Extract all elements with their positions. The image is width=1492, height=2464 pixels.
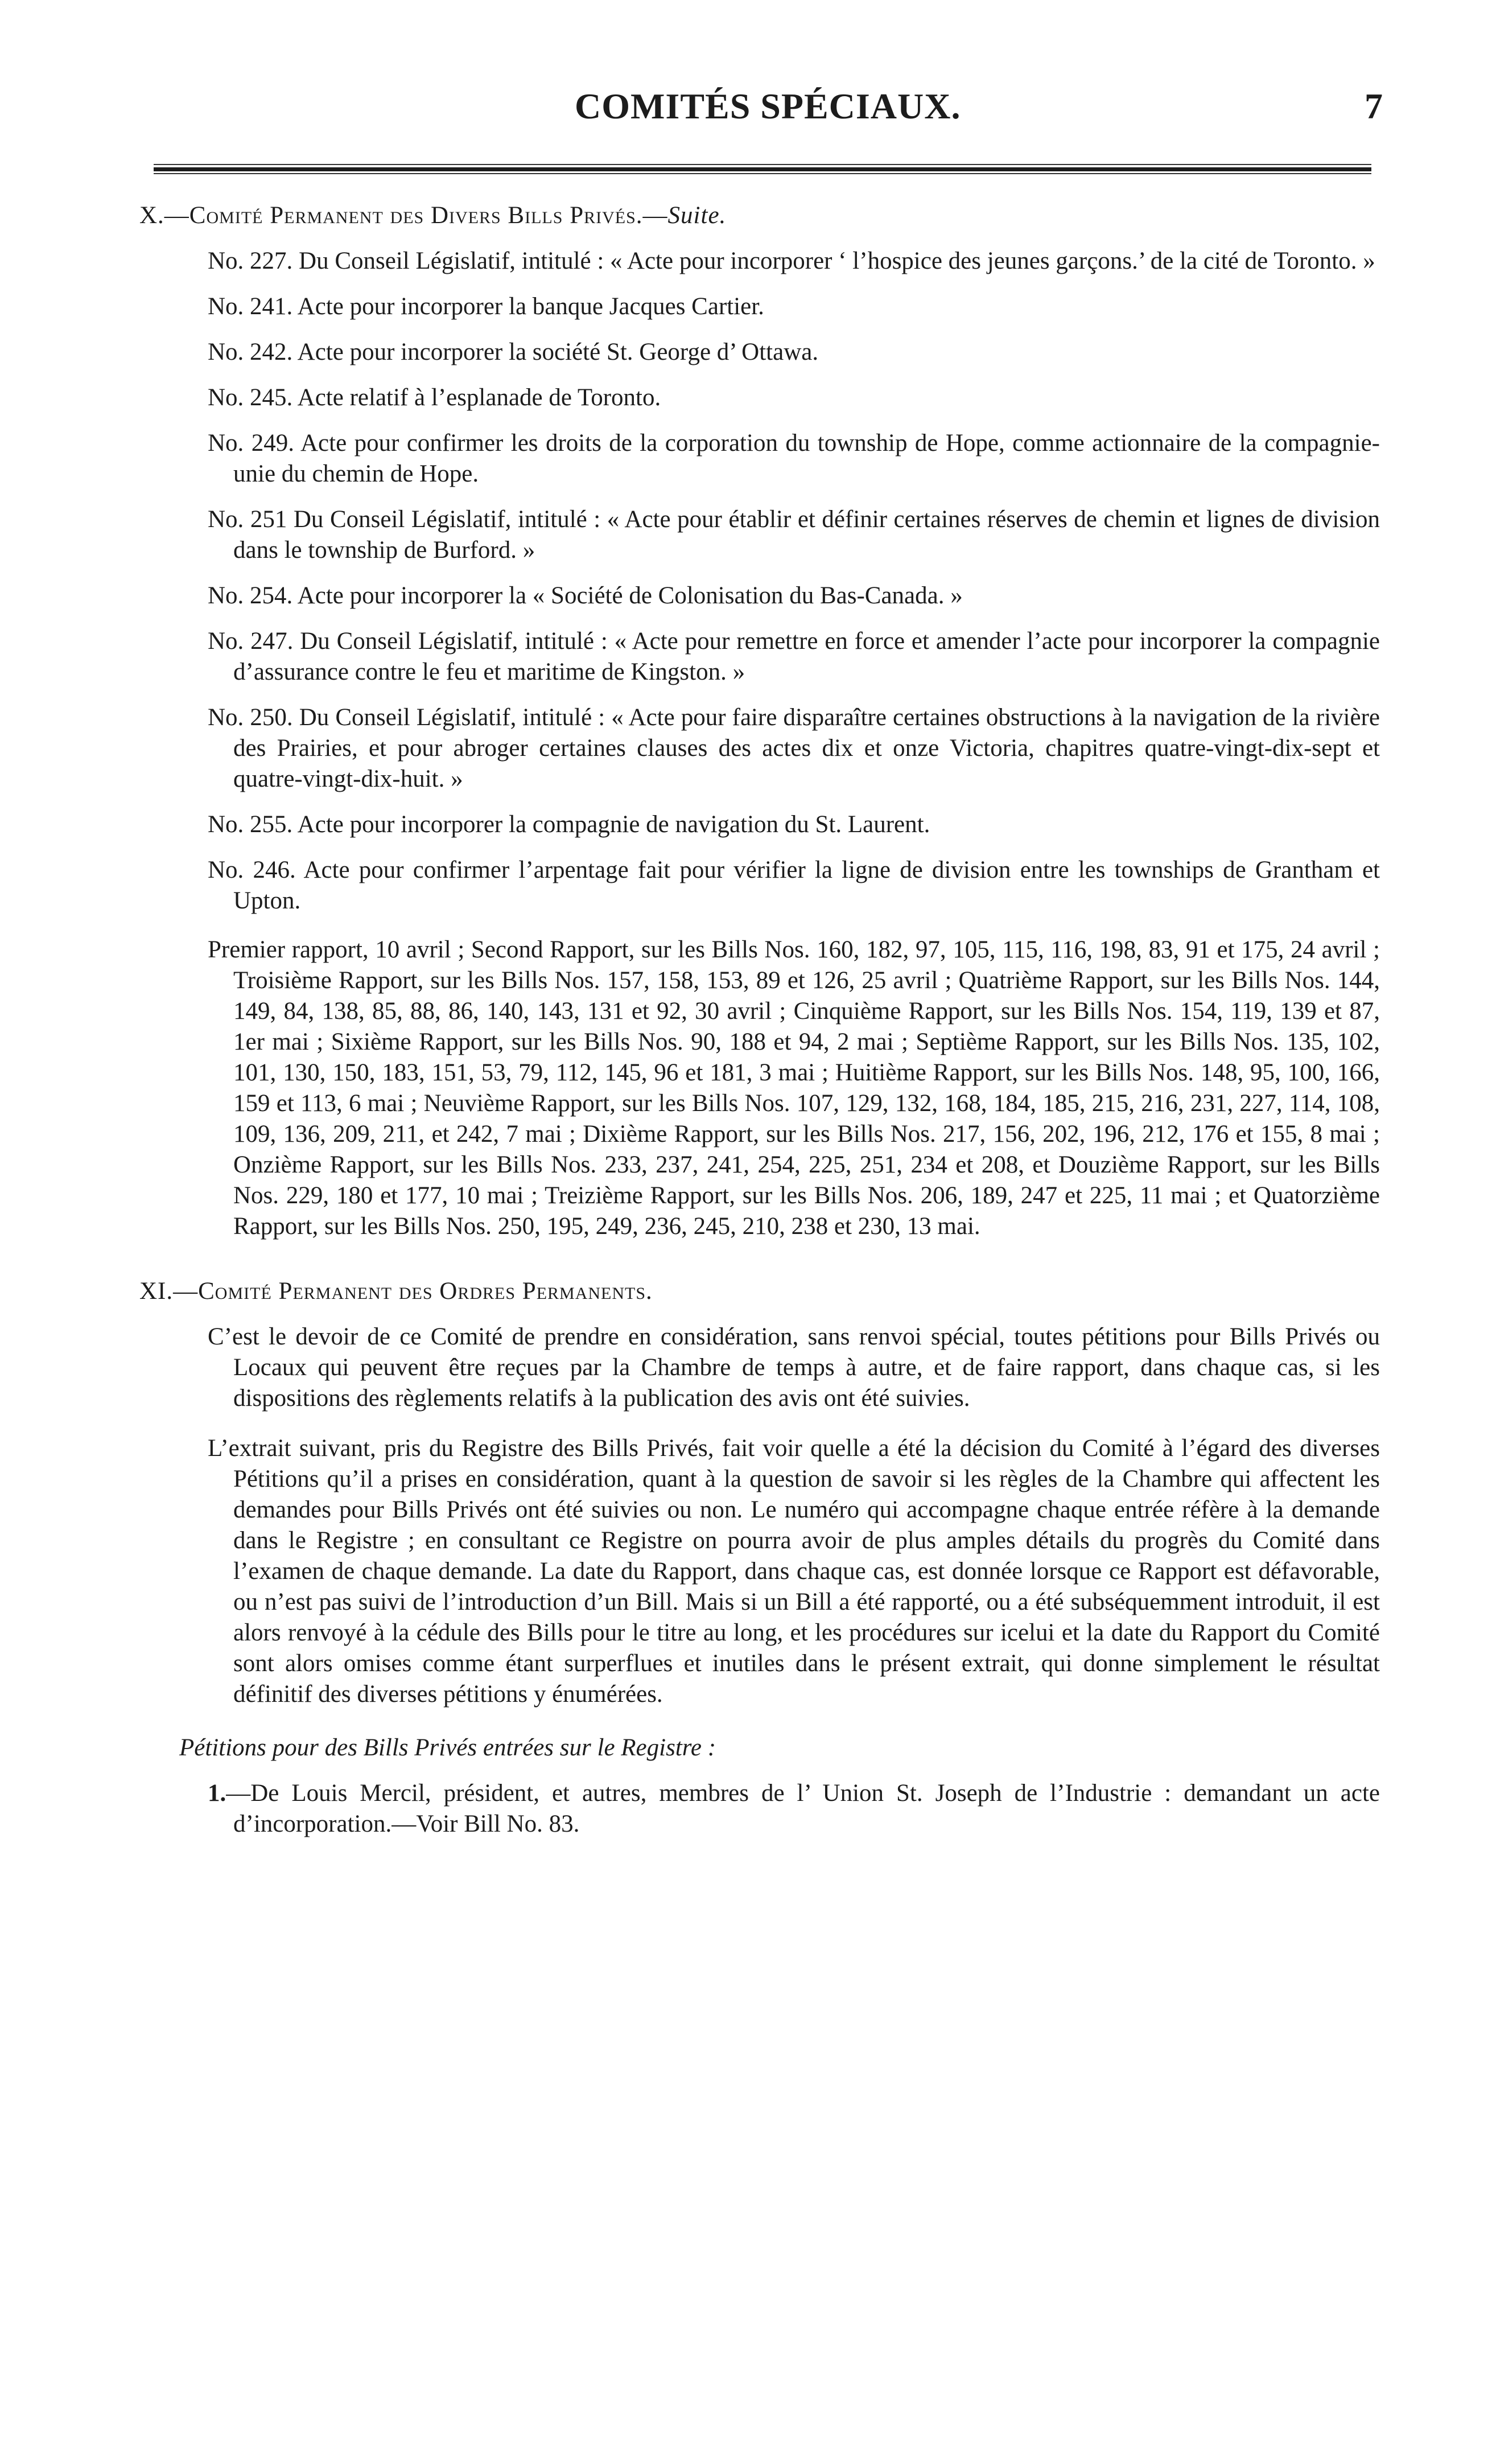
page-header [148,85,1383,137]
bill-entry: No. 241. Acte pour incorporer la banque Jacques Cartier. [208,293,764,320]
section-x-heading [139,200,1380,231]
section-x-title: X.—Comité Permanent des Divers Bills Privés.— [139,202,668,229]
section-x-suite: Suite. [667,202,727,229]
petition-number: 1. [208,1780,226,1807]
bill-entry: No. 251 Du Conseil Législatif, intitulé : « Acte pour établir et définir certaines réserves de chemin et lignes de division dans le township de Burford. » [208,506,1380,563]
petition-entry [208,1778,1380,1840]
bill-entry: No. 245. Acte relatif à l’esplanade de Toronto. [208,384,661,411]
bill-entry: No. 227. Du Conseil Législatif, intitulé : « Acte pour incorporer ‘ l’hospice des jeunes garçons.’ de la cité de Toronto. » [208,248,1375,274]
rule-line-bottom [154,173,1371,174]
bill-entry: No. 255. Acte pour incorporer la compagnie de navigation du St. Laurent. [208,811,930,838]
header-rule [154,163,1371,175]
petitions-subheading: Pétitions pour des Bills Privés entrées sur le Registre : [179,1734,716,1761]
bill-entry: No. 254. Acte pour incorporer la « Société de Colonisation du Bas-Canada. » [208,582,963,609]
page-title: COMITÉS SPÉCIAUX. [575,86,961,126]
petition-text: —De Louis Mercil, président, et autres, membres de l’ Union St. Joseph de l’Industrie : demandant un acte d’incorporation.—Voir Bill No. 83. [226,1780,1380,1837]
reports-paragraph: Premier rapport, 10 avril ; Second Rapport, sur les Bills Nos. 160, 182, 97, 105, 115, 116, 198, 83, 91 et 175, 24 avril ; Troisième Rapport, sur les Bills Nos. 157, 158, 153, 89 et 126, 25 avril ; Quatrième Rapport, sur les Bills Nos. 144, 149, 84, 138, 85, 88, 86, 140, 143, 131 et 92, 30 avril ; Cinquième Rapport, sur les Bills Nos. 154, 119, 139 et 87, 1er mai ; Sixième Rapport, sur les Bills Nos. 90, 188 et 94, 2 mai ; Septième Rapport, sur les Bills Nos. 135, 102, 101, 130, 150, 183, 151, 53, 79, 112, 145, 96 et 181, 3 mai ; Huitième Rapport, sur les Bills Nos. 148, 95, 100, 166, 159 et 113, 6 mai ; Neuvième Rapport, sur les Bills Nos. 107, 129, 132, 168, 184, 185, 215, 216, 231, 227, 114, 108, 109, 136, 209, 211, et 242, 7 mai ; Dixième Rapport, sur les Bills Nos. 217, 156, 202, 196, 212, 176 et 155, 8 mai ; Onzième Rapport, sur les Bills Nos. 233, 237, 241, 254, 225, 251, 234 et 208, et Douzième Rapport, sur les Bills Nos. 229, 180 et 177, 10 mai ; Treizième Rapport, sur les Bills Nos. 206, 189, 247 et 225, 11 mai ; et Quatorzième Rapport, sur les Bills Nos. 250, 195, 249, 236, 245, 210, 238 et 230, 13 mai. [208,936,1380,1240]
committee-duty-paragraph: C’est le devoir de ce Comité de prendre en considération, sans renvoi spécial, toutes pétitions pour Bills Privés ou Locaux qui peuvent être reçues par la Chambre de temps à autre, et de faire rapport, dans chaque cas, si les dispositions des règlements relatifs à la publication des avis ont été suivies. [208,1323,1380,1412]
register-extract-paragraph: L’extrait suivant, pris du Registre des Bills Privés, fait voir quelle a été la décision du Comité à l’égard des diverses Pétitions qu’il a prises en considération, quant à la question de savoir si les règles de la Chambre qui affectent les demandes pour Bills Privés ont été suivies ou non. Le numéro qui accompagne chaque entrée réfère à la demande dans le Registre ; en consultant ce Registre on pourra avoir de plus amples détails du progrès du Comité dans l’examen de chaque demande. La date du Rapport, dans chaque cas, est donnée lorsque ce Rapport est défavorable, ou n’est pas suivi de l’introduction d’un Bill. Mais si un Bill a été rapporté, ou a été subséquemment introduit, il est alors renvoyé à la cédule des Bills pour le titre au long, et les procédures sur icelui et la date du Rapport du Comité sont alors omises comme étant surperflues et inutiles dans le présent extrait, qui donne simplement le résultat définitif des diverses pétitions y énumérées. [208,1435,1380,1708]
page-number: 7 [1365,86,1383,126]
rule-line-top [154,164,1371,165]
bill-entry: No. 242. Acte pour incorporer la société St. George d’ Ottawa. [208,339,819,365]
page-body [139,200,1380,1851]
rule-line-thick [154,167,1371,171]
bill-entry: No. 246. Acte pour confirmer l’arpentage fait pour vérifier la ligne de division entre les townships de Grantham et Upton. [208,857,1380,914]
bill-entry: No. 249. Acte pour confirmer les droits de la corporation du township de Hope, comme actionnaire de la compagnie-unie du chemin de Hope. [208,430,1380,487]
section-xi-heading: XI.—Comité Permanent des Ordres Permanents. [139,1278,653,1305]
bill-entry: No. 250. Du Conseil Législatif, intitulé : « Acte pour faire disparaître certaines obstructions à la navigation de la rivière des Prairies, et pour abroger certaines clauses des actes dix et onze Victoria, chapitres quatre-vingt-dix-sept et quatre-vingt-dix-huit. » [208,704,1380,792]
bill-entry: No. 247. Du Conseil Législatif, intitulé : « Acte pour remettre en force et amender l’acte pour incorporer la compagnie d’assurance contre le feu et maritime de Kingston. » [208,628,1380,685]
